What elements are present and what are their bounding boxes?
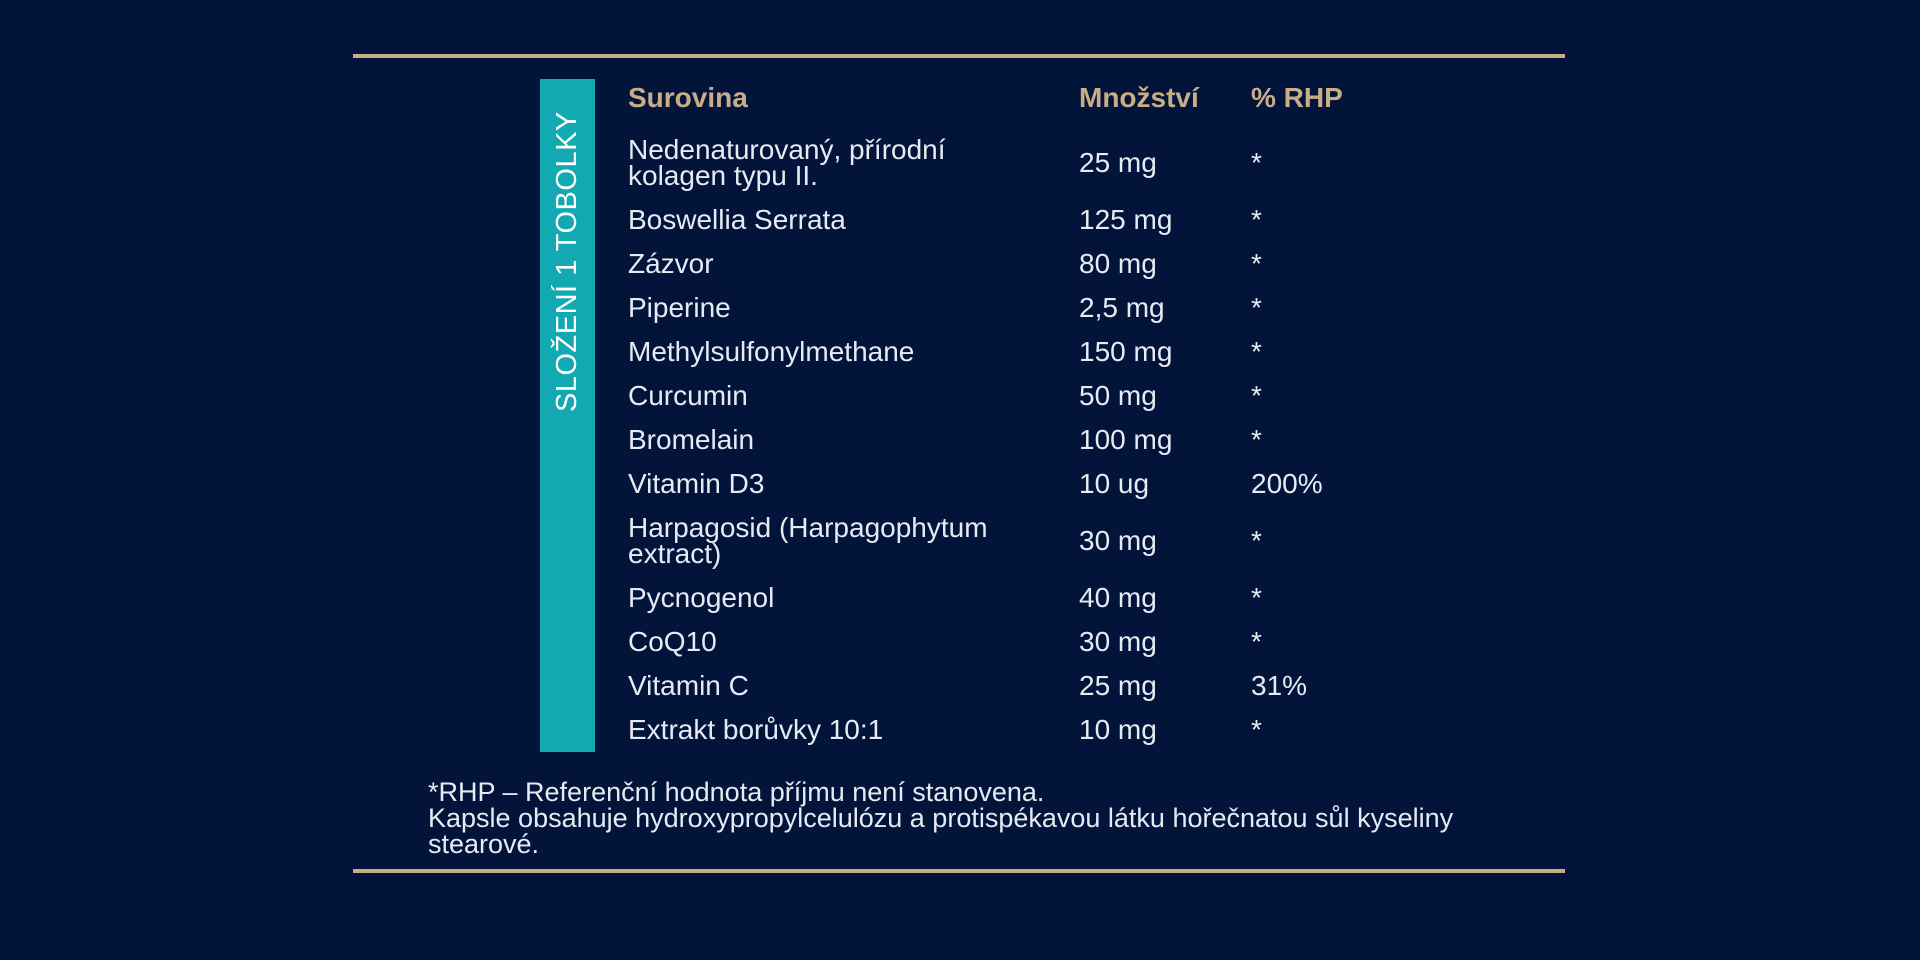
- ingredient-name: Vitamin C: [628, 670, 749, 701]
- ingredient-name: Vitamin D3: [628, 468, 765, 499]
- ingredient-name: Extrakt borůvky 10:1: [628, 714, 884, 745]
- ingredient-name: Harpagosid (Harpagophytum extract): [628, 512, 988, 569]
- header-rhp: % RHP: [1251, 82, 1343, 113]
- table-row: [628, 242, 1388, 286]
- footnote-rhp: *RHP – Referenční hodnota příjmu není stanovena.: [428, 777, 1045, 807]
- footnote-capsule: Kapsle obsahuje hydroxypropylcelulózu a protispékavou látku hořečnatou sůl kyseliny stearové.: [428, 803, 1454, 859]
- table-row: [628, 418, 1388, 462]
- ingredient-amount: 25 mg: [1079, 670, 1157, 701]
- ingredient-rhp: *: [1251, 714, 1262, 745]
- table-row: [628, 664, 1388, 708]
- ingredient-amount: 150 mg: [1079, 336, 1173, 367]
- ingredient-amount: 10 ug: [1079, 468, 1150, 499]
- ingredient-amount: 10 mg: [1079, 714, 1157, 745]
- header-amount: Množství: [1079, 82, 1199, 113]
- ingredient-rhp: *: [1251, 380, 1262, 411]
- ingredient-rhp: *: [1251, 147, 1262, 178]
- ingredients-table: [628, 82, 1388, 752]
- ingredient-name: Bromelain: [628, 424, 755, 455]
- table-row: [628, 506, 1388, 576]
- ingredient-name: Curcumin: [628, 380, 748, 411]
- ingredient-rhp: 200%: [1251, 468, 1323, 499]
- ingredient-rhp: *: [1251, 626, 1262, 657]
- ingredient-name: Boswellia Serrata: [628, 204, 846, 235]
- ingredient-amount: 2,5 mg: [1079, 292, 1165, 323]
- table-row: [628, 374, 1388, 418]
- ingredient-amount: 30 mg: [1079, 525, 1157, 556]
- ingredient-amount: 30 mg: [1079, 626, 1157, 657]
- ingredient-rhp: *: [1251, 582, 1262, 613]
- ingredient-name: Pycnogenol: [628, 582, 775, 613]
- ingredient-rhp: 31%: [1251, 670, 1308, 701]
- table-row: [628, 708, 1388, 752]
- ingredient-name: CoQ10: [628, 626, 717, 657]
- ingredient-amount: 125 mg: [1079, 204, 1173, 235]
- ingredient-rhp: *: [1251, 424, 1262, 455]
- ingredient-amount: 100 mg: [1079, 424, 1173, 455]
- ingredient-amount: 50 mg: [1079, 380, 1157, 411]
- side-label: SLOŽENÍ 1 TOBOLKY: [551, 111, 583, 412]
- ingredient-amount: 80 mg: [1079, 248, 1157, 279]
- table-row: [628, 286, 1388, 330]
- ingredient-rhp: *: [1251, 525, 1262, 556]
- table-row: [628, 620, 1388, 664]
- ingredient-rhp: *: [1251, 292, 1262, 323]
- ingredient-rhp: *: [1251, 248, 1262, 279]
- ingredient-rhp: *: [1251, 204, 1262, 235]
- table-row: [628, 128, 1388, 198]
- table-row: [628, 576, 1388, 620]
- ingredient-amount: 25 mg: [1079, 147, 1157, 178]
- top-divider: [353, 54, 1565, 58]
- ingredient-name: Zázvor: [628, 248, 714, 279]
- bottom-divider: [353, 869, 1565, 873]
- ingredient-amount: 40 mg: [1079, 582, 1157, 613]
- table-row: [628, 198, 1388, 242]
- header-ingredient: Surovina: [628, 82, 748, 113]
- table-row: [628, 462, 1388, 506]
- footnote: [428, 779, 1528, 857]
- ingredient-name: Nedenaturovaný, přírodní kolagen typu II.: [628, 134, 946, 191]
- table-row: [628, 330, 1388, 374]
- table-header: [628, 82, 1388, 128]
- ingredient-name: Piperine: [628, 292, 731, 323]
- ingredient-rhp: *: [1251, 336, 1262, 367]
- ingredient-name: Methylsulfonylmethane: [628, 336, 915, 367]
